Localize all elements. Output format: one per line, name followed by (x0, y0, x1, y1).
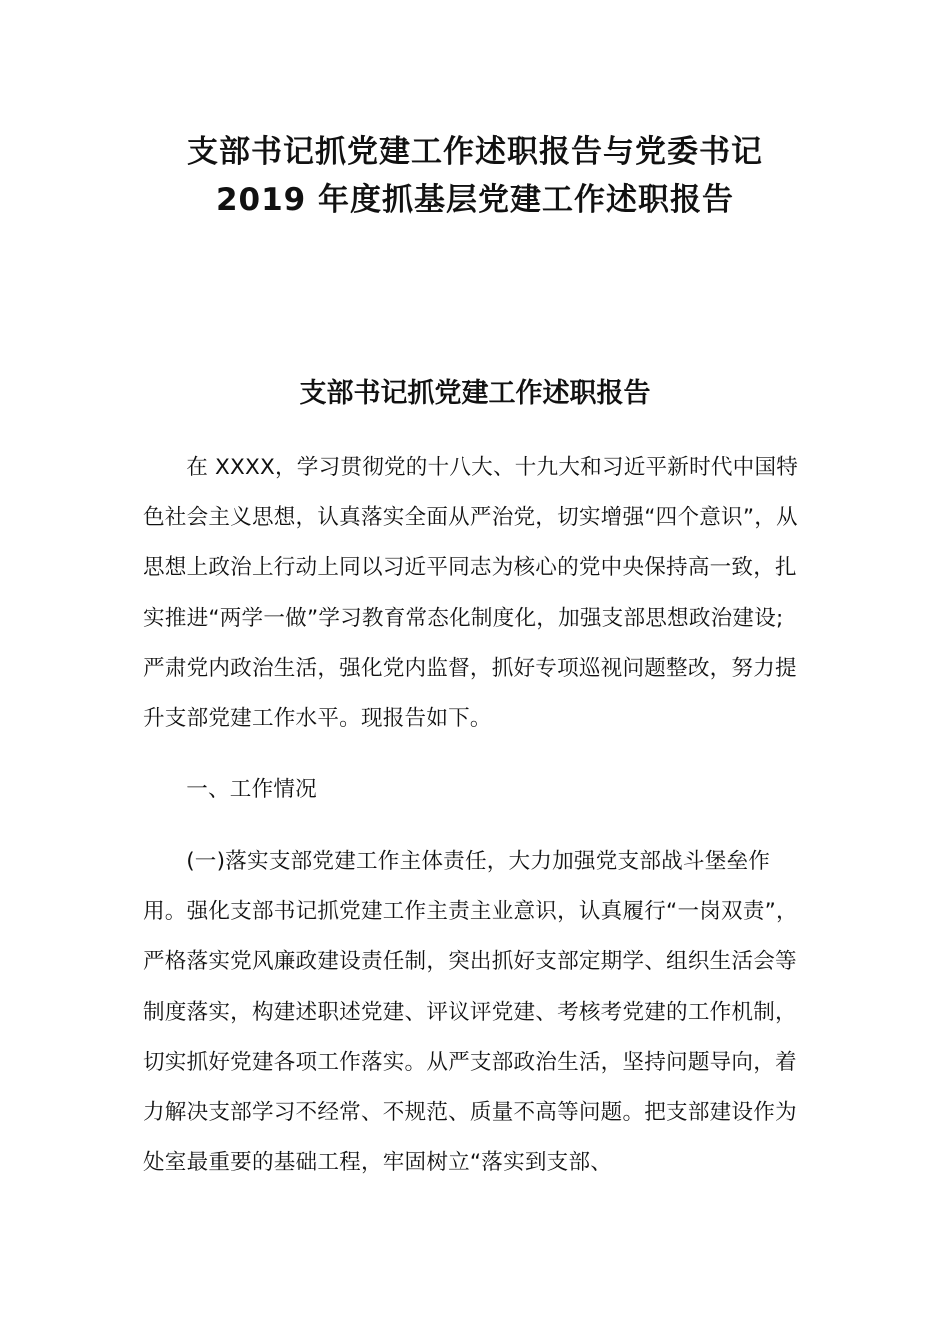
section-title: 支部书记抓党建工作述职报告 (299, 378, 651, 409)
document-title (100, 128, 850, 224)
heading-work-situation: 一、工作情况 (186, 777, 317, 802)
document-title-line-2: 2019 年度抓基层党建工作述职报告 (215, 182, 735, 218)
body-paragraph: (一)落实支部党建工作主体责任，大力加强党支部战斗堡垒作用。强化支部书记抓党建工作主责主业意识，认真履行“一岗双责”，严格落实党风廉政建设责任制，突出抓好支部定期学、组织生活会等制度落实，构建述职述党建、评议评党建、考核考党建的工作机制，切实抓好党建各项工作落实。从严支部政治生活，坚持问题导向，着力解决支部学习不经常、不规范、质量不高等问题。把支部建设作为处室最重要的基础工程，牢固树立“落实到支部、 (143, 849, 798, 1176)
document-title-line-1: 支部书记抓党建工作述职报告与党委书记 (187, 134, 763, 170)
intro-paragraph: 在 XXXX，学习贯彻党的十八大、十九大和习近平新时代中国特色社会主义思想，认真落实全面从严治党，切实增强“四个意识”，从思想上政治上行动上同以习近平同志为核心的党中央保持高一致，扎实推进“两学一做”学习教育常态化制度化，加强支部思想政治建设;严肃党内政治生活，强化党内监督，抓好专项巡视问题整改，努力提升支部党建工作水平。现报告如下。 (143, 455, 799, 732)
